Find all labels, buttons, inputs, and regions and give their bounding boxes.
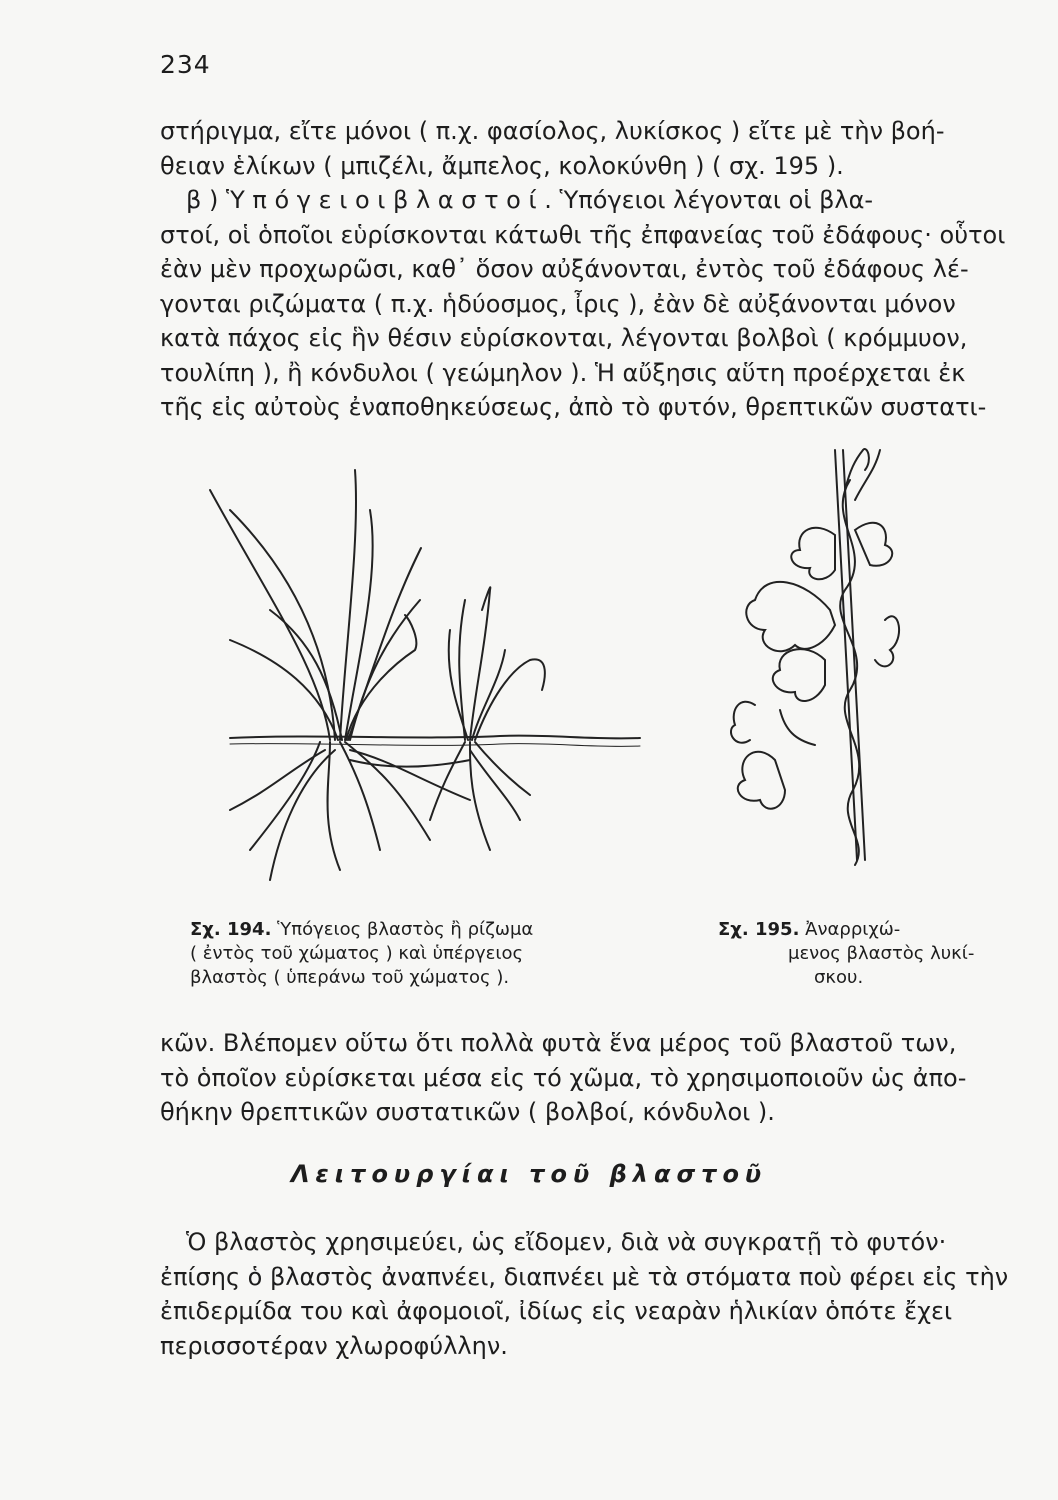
text-line: τῆς εἰς αὐτοὺς ἐναποθηκεύσεως, ἀπὸ τὸ φυτόν, θρεπτικῶν συστατι-	[160, 393, 987, 421]
text-line: τουλίπη ), ἢ κόνδυλοι ( γεώμηλον ). Ἡ αὔξησις αὕτη προέρχεται ἐκ	[160, 358, 966, 387]
caption-text: Ὑπόγειος βλαστὸς ἢ ρίζωμα	[277, 919, 534, 940]
caption-text: Ἀναρριχώ-	[805, 919, 901, 940]
text-line: θειαν ἑλίκων ( μπιζέλι, ἄμπελος, κολοκύνθη ) ( σχ. 195 ).	[160, 151, 844, 180]
figure-number: Σχ. 194.	[190, 919, 272, 940]
figure-number: Σχ. 195.	[718, 919, 800, 940]
text-line: γονται ριζώματα ( π.χ. ἡδύοσμος, ἶρις ), ἐὰν δὲ αὐξάνονται μόνον	[160, 289, 956, 318]
caption-line: ( ἐντὸς τοῦ χώματος ) καὶ ὑπέργειος	[190, 943, 524, 964]
text-line: κατὰ πάχος εἰς ἣν θέσιν εὑρίσκονται, λέγονται βολβοὶ ( κρόμμυον,	[160, 324, 968, 352]
figure-194-caption	[190, 918, 690, 990]
text-line	[160, 183, 988, 218]
figure-195-caption	[718, 918, 988, 990]
text-line: τὸ ὁποῖον εὑρίσκεται μέσα εἰς τό χῶμα, τὸ χρησιμοποιοῦν ὡς ἀπο-	[160, 1063, 967, 1092]
text-line: ἐὰν μὲν προχωρῶσι, καθ᾽ ὅσον αὐξάνονται, ἐντὸς τοῦ ἐδάφους λέ-	[160, 255, 969, 283]
text-line: ἐπιδερμίδα του καὶ ἀφομοιοῖ, ἰδίως εἰς νεαρὰν ἡλικίαν ὁπότε ἔχει	[160, 1297, 953, 1325]
hop-vine-drawing	[725, 440, 905, 870]
caption-line	[190, 918, 690, 942]
text-fragment: Ὑπόγειοι λέγονται οἱ βλα-	[559, 186, 874, 214]
caption-line: μενος βλαστὸς λυκί-	[788, 943, 975, 964]
caption-line: βλαστὸς ( ὑπεράνω τοῦ χώματος ).	[190, 967, 510, 988]
text-line: θήκην θρεπτικῶν συστατικῶν ( βολβοί, κόνδυλοι ).	[160, 1098, 775, 1126]
paragraph-3	[160, 1026, 988, 1130]
text-line: στοί, οἱ ὁποῖοι εὑρίσκονται κάτωθι τῆς ἐπφανείας τοῦ ἐδάφους· οὗτοι	[160, 220, 1006, 249]
page-number: 234	[160, 50, 211, 79]
text-line: ἐπίσης ὁ βλαστὸς ἀναπνέει, διαπνέει μὲ τὰ στόματα ποὺ φέρει εἰς τὴν	[160, 1262, 1009, 1291]
text-line: στήριγμα, εἴτε μόνοι ( π.χ. φασίολος, λυκίσκος ) εἴτε μὲ τὴν βοή-	[160, 117, 945, 145]
figure-195-illustration	[725, 440, 905, 870]
subsection-label: β ) Ὑ π ό γ ε ι ο ι β λ α σ τ ο ί .	[186, 186, 552, 214]
text-line: Ὁ βλαστὸς χρησιμεύει, ὡς εἴδομεν, διὰ νὰ συγκρατῇ τὸ φυτόν·	[186, 1228, 947, 1256]
paragraph-1	[160, 114, 988, 183]
caption-line	[718, 918, 988, 942]
figure-194-illustration	[170, 450, 700, 910]
paragraph-2	[160, 183, 1006, 425]
text-line: κῶν. Βλέπομεν οὕτω ὅτι πολλὰ φυτὰ ἕνα μέρος τοῦ βλαστοῦ των,	[160, 1029, 957, 1057]
caption-line: σκου.	[814, 967, 864, 988]
paragraph-4	[160, 1225, 1009, 1363]
plant-rhizome-drawing	[170, 450, 700, 910]
text-line: περισσοτέραν χλωροφύλλην.	[160, 1331, 508, 1360]
section-heading: Λειτουργίαι τοῦ βλαστοῦ	[290, 1160, 768, 1188]
